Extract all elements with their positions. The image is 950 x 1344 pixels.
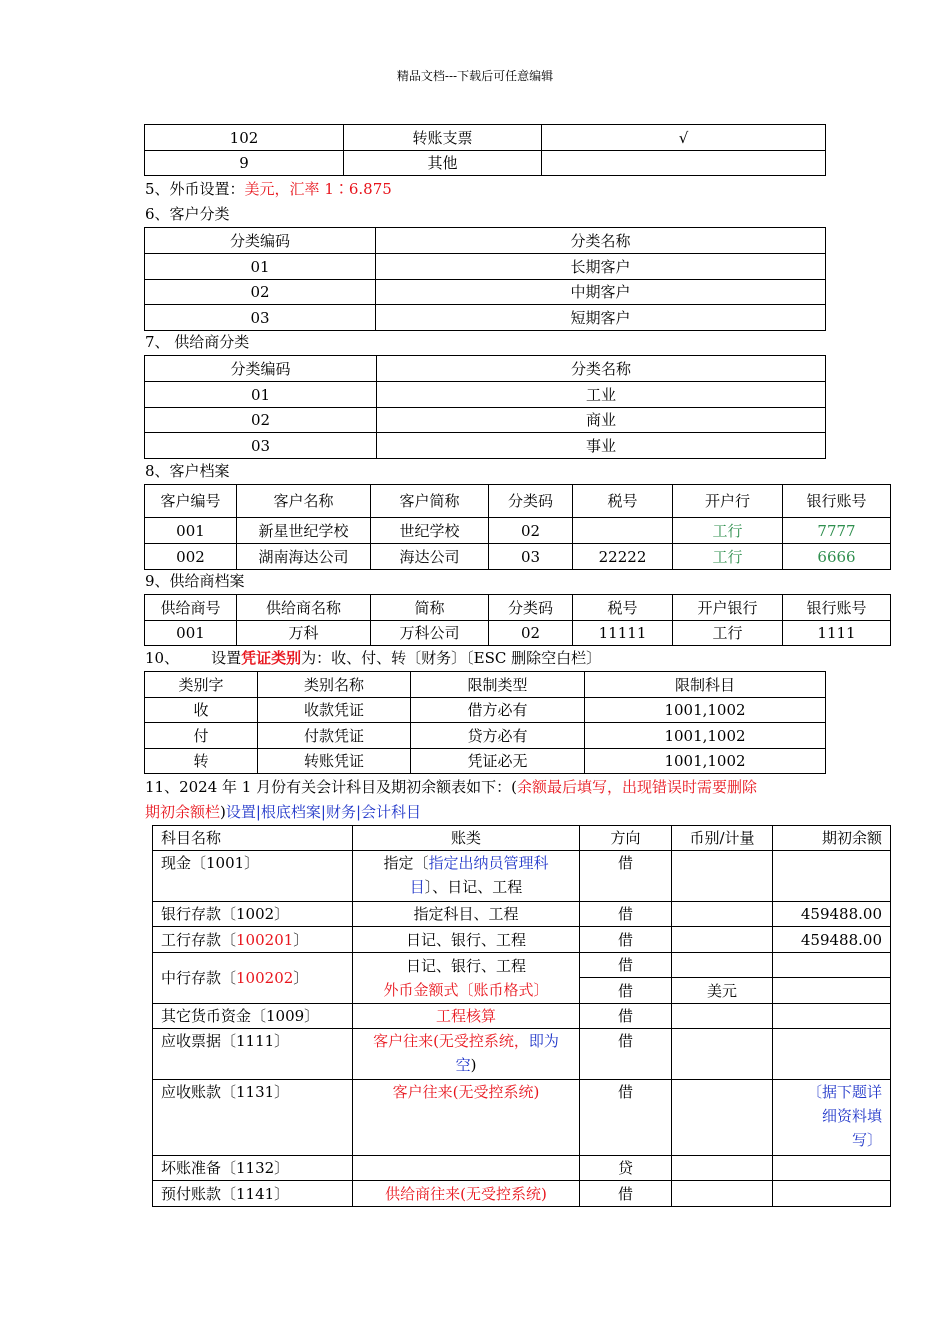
settlement-method-table xyxy=(144,124,826,176)
acc-line: 外币金额式〔账币格式〕 xyxy=(383,981,549,999)
table-row xyxy=(145,280,826,305)
direction: 借 xyxy=(580,978,672,1004)
currency xyxy=(672,1029,773,1080)
currency xyxy=(672,851,773,902)
customer-file-table xyxy=(144,484,891,570)
subject-code: 100201 xyxy=(236,930,294,949)
account-subject-table xyxy=(152,825,891,1207)
opening-balance xyxy=(773,1004,891,1029)
table-header-row xyxy=(145,485,891,518)
opening-balance: 459488.00 xyxy=(773,902,891,927)
account-type: 日记、银行、工程 xyxy=(353,927,580,953)
acc-part: 目 xyxy=(409,878,425,896)
menu-path: 设置|根底档案|财务|会计科目 xyxy=(225,803,422,821)
cell: 1001,1002 xyxy=(585,698,826,723)
cell: 102 xyxy=(145,125,344,151)
currency xyxy=(672,1004,773,1029)
table-row xyxy=(153,902,891,927)
subject-name: 银行存款〔1002〕 xyxy=(153,902,353,927)
section-7-title: 7、 供给商分类 xyxy=(145,333,250,351)
table-header-row xyxy=(145,595,891,621)
cell: 中期客户 xyxy=(376,280,826,305)
table-row xyxy=(145,544,891,570)
table-row xyxy=(153,1080,891,1156)
section-10-emphasis: 凭证类别 xyxy=(241,649,302,667)
subject-name xyxy=(153,927,353,953)
account-type: 供给商往来(无受控系统) xyxy=(353,1181,580,1207)
table-row xyxy=(153,1029,891,1080)
direction: 借 xyxy=(580,1080,672,1156)
cell: 6666 xyxy=(783,544,891,570)
direction: 借 xyxy=(580,902,672,927)
cell: 万科公司 xyxy=(371,621,489,646)
opening-balance-note xyxy=(773,1080,891,1156)
table-row xyxy=(145,408,826,433)
cell: 事业 xyxy=(377,433,826,459)
section-11-note-cont: 期初余额栏 xyxy=(145,803,221,821)
section-10-line xyxy=(145,647,601,669)
column-header: 分类编码 xyxy=(145,356,377,382)
currency xyxy=(672,1181,773,1207)
cell: 其他 xyxy=(344,151,542,176)
cell: 长期客户 xyxy=(376,254,826,280)
account-type xyxy=(353,851,580,902)
table-row xyxy=(153,1004,891,1029)
section-11-paren: ) xyxy=(220,803,226,821)
cell: 借方必有 xyxy=(411,698,585,723)
currency: 美元 xyxy=(672,978,773,1004)
cell: 工行 xyxy=(673,621,783,646)
cell: 1111 xyxy=(783,621,891,646)
table-row xyxy=(145,125,826,151)
subject-name: 坏账准备〔1132〕 xyxy=(153,1156,353,1181)
name-part: 工行存款〔 xyxy=(161,930,237,949)
note-line: 细资料填 xyxy=(821,1107,882,1125)
section-11-line-2 xyxy=(145,801,421,823)
opening-balance xyxy=(773,953,891,978)
acc-part: 即为 xyxy=(528,1032,559,1050)
table-row xyxy=(145,254,826,280)
cell: 贷方必有 xyxy=(411,723,585,749)
section-8-title: 8、客户档案 xyxy=(145,462,230,480)
acc-part: 空 xyxy=(455,1056,471,1074)
note-line: 〔据下题详 xyxy=(806,1083,882,1101)
section-11-line-1 xyxy=(145,776,757,798)
direction: 借 xyxy=(580,927,672,953)
supplier-file-table xyxy=(144,594,891,646)
cell: 世纪学校 xyxy=(371,518,489,544)
cell: 001 xyxy=(145,621,237,646)
cell: 01 xyxy=(145,382,377,408)
section-10-number: 10、 xyxy=(145,649,180,667)
direction: 借 xyxy=(580,1004,672,1029)
column-header: 账类 xyxy=(353,826,580,851)
cell: 湖南海达公司 xyxy=(237,544,371,570)
opening-balance xyxy=(773,1156,891,1181)
opening-balance xyxy=(773,1029,891,1080)
table-header-row xyxy=(153,826,891,851)
acc-part: 〕、日记、工程 xyxy=(424,878,523,896)
cell: 9 xyxy=(145,151,344,176)
name-part: 〕 xyxy=(293,930,309,949)
page-header: 精品文档---下载后可任意编辑 xyxy=(396,69,554,83)
table-row xyxy=(153,927,891,953)
cell: 凭证必无 xyxy=(411,749,585,774)
cell xyxy=(542,151,826,176)
name-part: 〕 xyxy=(293,969,309,987)
cell: 转账凭证 xyxy=(258,749,411,774)
column-header: 银行账号 xyxy=(783,595,891,621)
cell: 工行 xyxy=(673,518,783,544)
column-header: 期初余额 xyxy=(773,826,891,851)
column-header: 开户行 xyxy=(673,485,783,518)
section-5-line xyxy=(145,178,392,200)
currency xyxy=(672,1156,773,1181)
currency xyxy=(672,1080,773,1156)
direction: 借 xyxy=(580,1181,672,1207)
section-11-note: 余额最后填写，出现错误时需要删除 xyxy=(516,778,757,796)
column-header: 客户编号 xyxy=(145,485,237,518)
table-row xyxy=(145,305,826,331)
cell: 收 xyxy=(145,698,258,723)
table-row xyxy=(145,698,826,723)
acc-line: 日记、银行、工程 xyxy=(405,957,526,975)
subject-name: 其它货币资金〔1009〕 xyxy=(153,1004,353,1029)
acc-part: 客户往来(无受控系统， xyxy=(373,1032,529,1050)
direction: 贷 xyxy=(580,1156,672,1181)
cell: 001 xyxy=(145,518,237,544)
cell: 03 xyxy=(145,433,377,459)
column-header: 分类编码 xyxy=(145,228,376,254)
opening-balance: 459488.00 xyxy=(773,927,891,953)
table-row xyxy=(145,382,826,408)
table-row xyxy=(153,1156,891,1181)
table-row xyxy=(145,151,826,176)
subject-code: 100202 xyxy=(236,969,294,987)
column-header: 类别名称 xyxy=(258,672,411,698)
column-header: 开户银行 xyxy=(673,595,783,621)
column-header: 客户名称 xyxy=(237,485,371,518)
opening-balance xyxy=(773,851,891,902)
table-row xyxy=(145,433,826,459)
name-part: 中行存款〔 xyxy=(161,969,237,987)
column-header: 供给商号 xyxy=(145,595,237,621)
column-header: 币别/计量 xyxy=(672,826,773,851)
cell: 付款凭证 xyxy=(258,723,411,749)
subject-name: 应收票据〔1111〕 xyxy=(153,1029,353,1080)
cell: 02 xyxy=(489,621,573,646)
column-header: 客户简称 xyxy=(371,485,489,518)
table-row xyxy=(153,1181,891,1207)
column-header: 分类码 xyxy=(489,595,573,621)
column-header: 类别字 xyxy=(145,672,258,698)
cell: 付 xyxy=(145,723,258,749)
cell: 万科 xyxy=(237,621,371,646)
column-header: 科目名称 xyxy=(153,826,353,851)
subject-name: 应收账款〔1131〕 xyxy=(153,1080,353,1156)
acc-part: ) xyxy=(470,1056,477,1074)
opening-balance xyxy=(773,1181,891,1207)
customer-category-table xyxy=(144,227,826,331)
section-11-intro: 11、2024 年 1 月份有关会计科目及期初余额表如下：( xyxy=(145,778,517,796)
cell: 商业 xyxy=(377,408,826,433)
column-header: 限制类型 xyxy=(411,672,585,698)
section-5-label: 5、外币设置： xyxy=(145,180,245,198)
subject-name: 预付账款〔1141〕 xyxy=(153,1181,353,1207)
note-line: 写〕 xyxy=(851,1131,882,1149)
column-header: 银行账号 xyxy=(783,485,891,518)
cell: 01 xyxy=(145,254,376,280)
currency xyxy=(672,953,773,978)
currency xyxy=(672,927,773,953)
cell: 转 xyxy=(145,749,258,774)
column-header: 税号 xyxy=(573,595,673,621)
acc-part: 指定〔 xyxy=(383,854,429,872)
cell: 海达公司 xyxy=(371,544,489,570)
column-header: 分类名称 xyxy=(377,356,826,382)
cell xyxy=(573,518,673,544)
cell: 工业 xyxy=(377,382,826,408)
account-type: 指定科目、工程 xyxy=(353,902,580,927)
subject-name xyxy=(153,953,353,1004)
table-header-row xyxy=(145,228,826,254)
table-row xyxy=(153,851,891,902)
cell: 02 xyxy=(145,408,377,433)
table-row xyxy=(145,749,826,774)
section-10-post: 为：收、付、转〔财务〕〔ESC 删除空白栏〕 xyxy=(301,649,602,667)
column-header: 简称 xyxy=(371,595,489,621)
table-header-row xyxy=(145,356,826,382)
cell: 工行 xyxy=(673,544,783,570)
column-header: 方向 xyxy=(580,826,672,851)
cell: 22222 xyxy=(573,544,673,570)
section-10-pre: 设置 xyxy=(211,649,242,667)
account-type xyxy=(353,953,580,1004)
account-type: 客户往来(无受控系统) xyxy=(353,1080,580,1156)
table-row xyxy=(145,518,891,544)
supplier-category-table xyxy=(144,355,826,459)
cell: 短期客户 xyxy=(376,305,826,331)
check-mark: √ xyxy=(542,125,826,151)
column-header: 限制科目 xyxy=(585,672,826,698)
cell: 收款凭证 xyxy=(258,698,411,723)
direction: 借 xyxy=(580,1029,672,1080)
account-type xyxy=(353,1029,580,1080)
account-type: 工程核算 xyxy=(353,1004,580,1029)
cell: 新星世纪学校 xyxy=(237,518,371,544)
table-row xyxy=(145,723,826,749)
cell: 03 xyxy=(145,305,376,331)
cell: 1001,1002 xyxy=(585,749,826,774)
voucher-type-table xyxy=(144,671,826,774)
subject-name: 现金〔1001〕 xyxy=(153,851,353,902)
cell: 7777 xyxy=(783,518,891,544)
cell: 1001,1002 xyxy=(585,723,826,749)
direction: 借 xyxy=(580,953,672,978)
table-row xyxy=(145,621,891,646)
table-header-row xyxy=(145,672,826,698)
currency xyxy=(672,902,773,927)
cell: 02 xyxy=(145,280,376,305)
cell: 03 xyxy=(489,544,573,570)
column-header: 分类码 xyxy=(489,485,573,518)
column-header: 分类名称 xyxy=(376,228,826,254)
account-type xyxy=(353,1156,580,1181)
cell: 11111 xyxy=(573,621,673,646)
section-9-title: 9、供给商档案 xyxy=(145,572,245,590)
opening-balance xyxy=(773,978,891,1004)
acc-part: 指定出纳员管理科 xyxy=(428,854,549,872)
table-row xyxy=(153,953,891,978)
section-6-title: 6、客户分类 xyxy=(145,205,230,223)
cell: 002 xyxy=(145,544,237,570)
direction: 借 xyxy=(580,851,672,902)
column-header: 供给商名称 xyxy=(237,595,371,621)
column-header: 税号 xyxy=(573,485,673,518)
currency-setting: 美元，汇率 1∶6.875 xyxy=(244,180,392,198)
cell: 02 xyxy=(489,518,573,544)
cell: 转账支票 xyxy=(344,125,542,151)
